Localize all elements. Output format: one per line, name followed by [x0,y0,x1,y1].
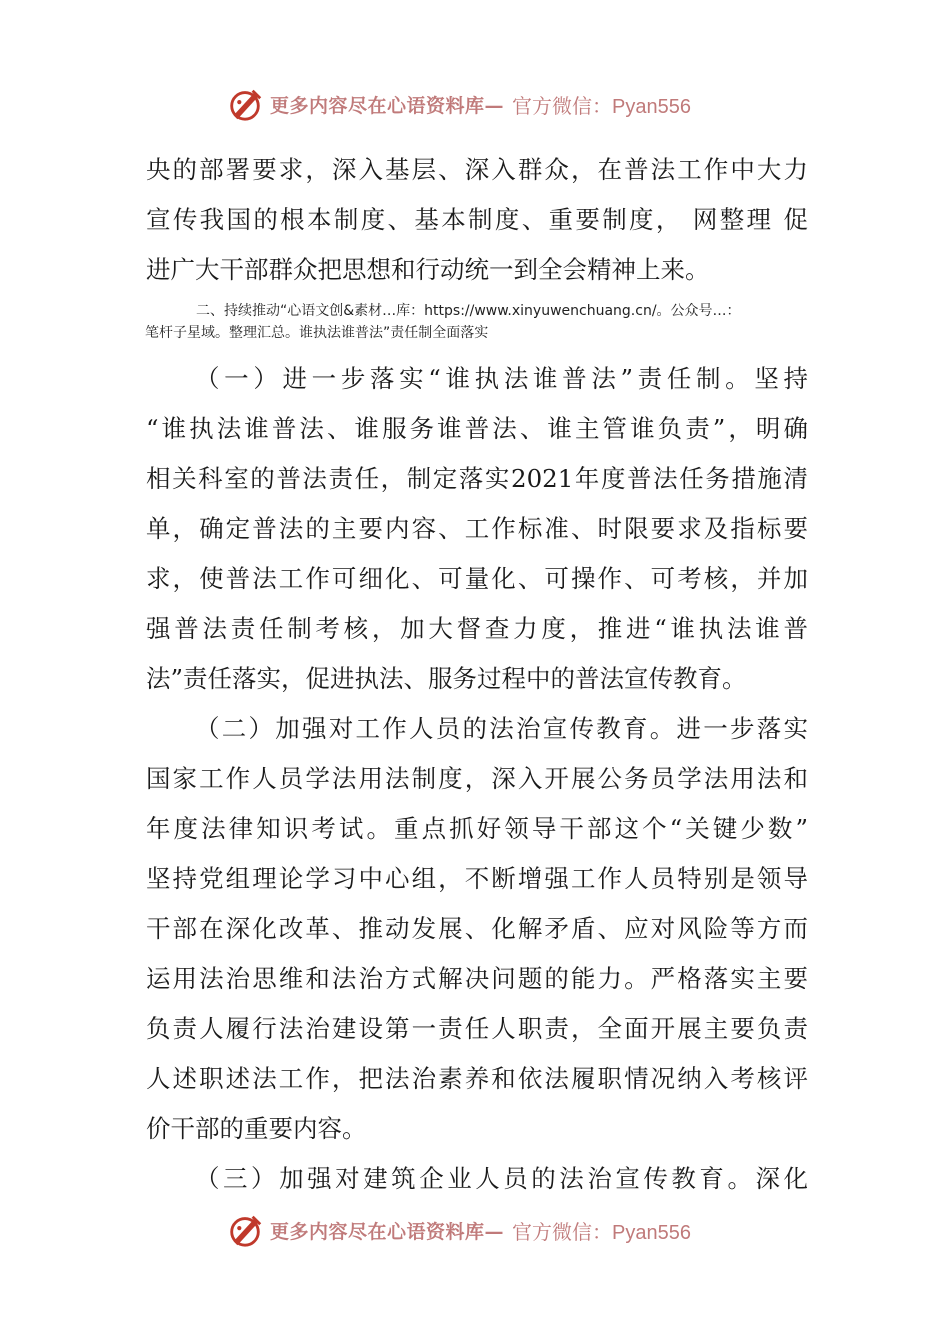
banner-text: 更多内容尽在心语资料库— [270,94,505,117]
text-line: 单，确定普法的主要内容、工作标准、时限要求及指标要 [146,514,808,543]
text-line: 央的部署要求，深入基层、深入群众，在普法工作中大力 [146,155,808,184]
header-banner [226,84,691,124]
text-line: 求，使普法工作可细化、可量化、可操作、可考核，并加 [146,564,808,593]
text-line: 干部在深化改革、推动发展、化解矛盾、应对风险等方而 [146,914,808,943]
text-line: 价干部的重要内容。 [146,1114,367,1143]
pen-circle-logo-icon [226,85,264,123]
paragraph-1 [146,354,808,704]
intro-paragraph [146,145,808,295]
text-line: 法”责任落实，促进执法、服务过程中的普法宣传教育。 [146,664,747,693]
text-line: 运用法治思维和法治方式解决问题的能力。严格落实主要 [146,964,808,993]
text-line: 坚持党组理论学习中心组，不断增强工作人员特别是领导 [146,864,808,893]
text-line: 进广大干部群众把思想和行动统一到全会精神上来。 [146,255,710,284]
pen-circle-logo-icon [226,1211,264,1249]
footer-banner [226,1210,691,1250]
text-line: 年度法律知识考试。重点抓好领导干部这个“关键少数” [146,814,808,843]
text-line: 国家工作人员学法用法制度，深入开展公务员学法用法和 [146,764,808,793]
text-line: 负责人履行法治建设第一责任人职责，全面开展主要负责 [146,1014,808,1043]
text-line: 宣传我国的根本制度、基本制度、重要制度， 网整理 促 [146,205,808,234]
paragraph-3 [146,1154,808,1204]
text-line: 相关科室的普法责任，制定落实2021年度普法任务措施清 [146,464,808,493]
section-heading-line: 笔杆子星域。整理汇总。谁执法谁普法”责任制全面落实 [145,325,489,341]
text-line: “谁执法谁普法、谁服务谁普法、谁主管谁负责”，明确 [146,414,808,443]
text-line: （三）加强对建筑企业人员的法治宣传教育。深化 [195,1164,808,1193]
banner-wechat: 官方微信：Pyan556 [512,95,691,118]
document-body [146,145,808,1204]
text-line: （二）加强对工作人员的法治宣传教育。进一步落实 [195,714,808,743]
banner-text: 更多内容尽在心语资料库— [270,1220,505,1243]
section-heading-line: 二、持续推动“心语文创&素材…库：https://www.xinyuwenchuang.cn/。公众号…： [196,303,741,319]
text-line: 人述职述法工作，把法治素养和依法履职情况纳入考核评 [146,1064,808,1093]
text-line: 强普法责任制考核，加大督查力度，推进“谁执法谁普 [146,614,808,643]
text-line: （一）进一步落实“谁执法谁普法”责任制。坚持 [195,364,808,393]
banner-wechat: 官方微信：Pyan556 [512,1221,691,1244]
paragraph-2 [146,704,808,1154]
